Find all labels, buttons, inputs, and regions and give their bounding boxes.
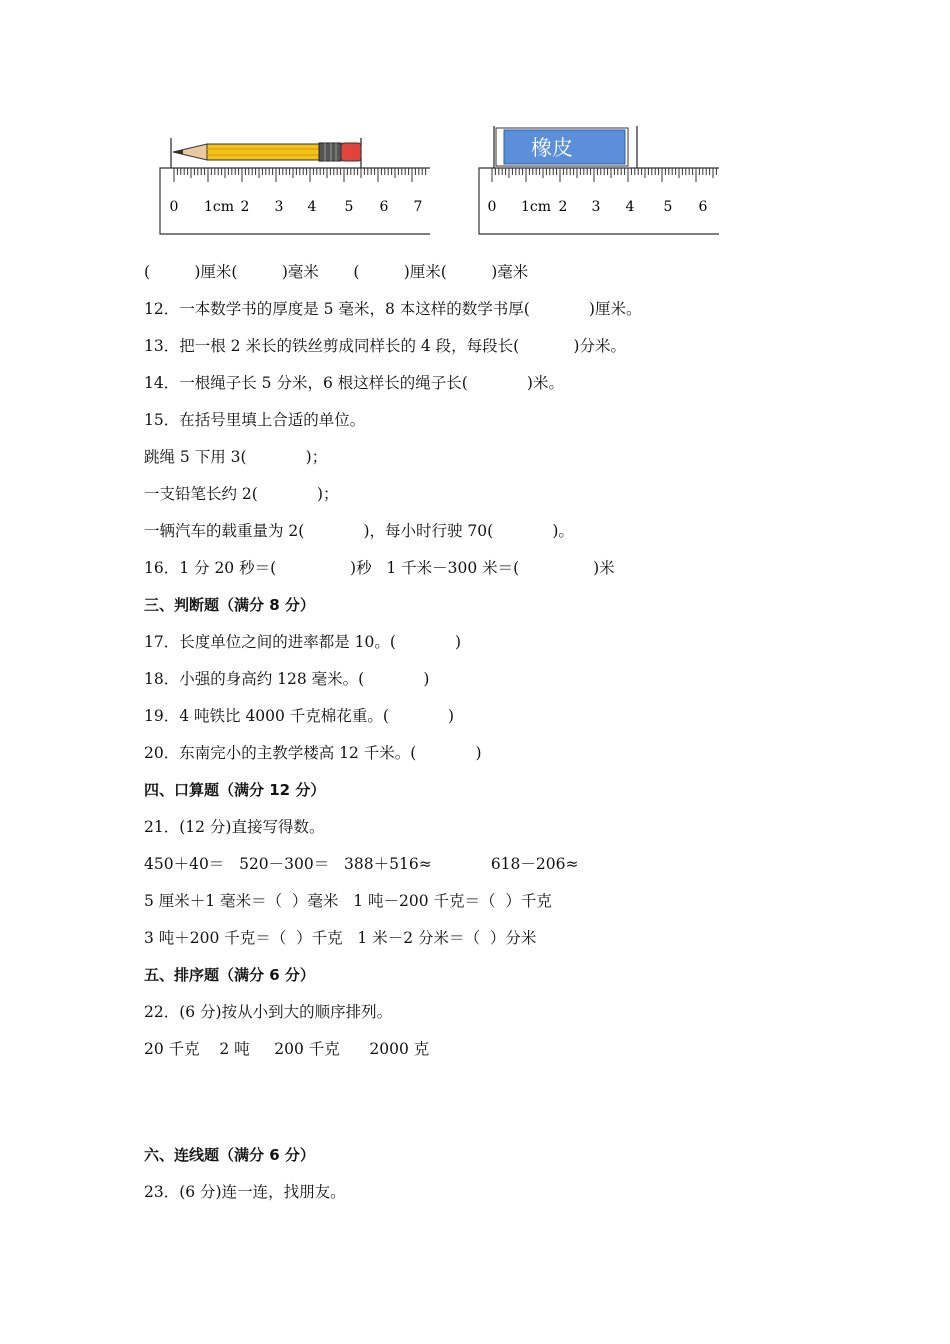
question-17: 17．长度单位之间的进率都是 10。( ) [144, 633, 462, 651]
ruler-label: 3 [274, 199, 284, 215]
ruler-label: 4 [307, 199, 317, 215]
ruler-label: 1cm [520, 199, 552, 215]
ruler-label: 6 [379, 199, 389, 215]
question-19: 19．4 吨铁比 4000 千克棉花重。( ) [144, 707, 455, 725]
question-23: 23．(6 分)连一连，找朋友。 [144, 1183, 346, 1201]
mental-math-row: 3 吨＋200 千克＝（ ）千克 1 米－2 分米＝（ ）分米 [144, 929, 537, 947]
question-15-item: 一支铅笔长约 2( )； [144, 485, 339, 503]
ruler [160, 168, 430, 234]
eraser-icon [496, 128, 628, 166]
ruler-label: 7 [413, 199, 423, 215]
question-12: 12．一本数学书的厚度是 5 毫米，8 本这样的数学书厚( )厘米。 [144, 300, 642, 318]
question-18: 18．小强的身高约 128 毫米。( ) [144, 670, 430, 688]
question-14: 14．一根绳子长 5 分米，6 根这样长的绳子长( )米。 [144, 374, 564, 392]
question-13: 13．把一根 2 米长的铁丝剪成同样长的 4 段，每段长( )分米。 [144, 337, 626, 355]
pencil-icon [173, 143, 361, 161]
ruler-label: 3 [591, 199, 601, 215]
question-21: 21．(12 分)直接写得数。 [144, 818, 325, 836]
ruler [479, 168, 719, 234]
pencil-ruler-figure [155, 130, 430, 238]
mental-math-row: 450＋40＝ 520－300＝ 388＋516≈ 618－206≈ [144, 855, 579, 873]
ruler-label: 1cm [203, 199, 235, 215]
section-heading: 三、判断题（满分 8 分） [144, 596, 315, 614]
ruler-label: 5 [663, 199, 673, 215]
section-heading: 六、连线题（满分 6 分） [144, 1146, 315, 1164]
question-20: 20．东南完小的主教学楼高 12 千米。( ) [144, 744, 482, 762]
mental-math-row: 5 厘米＋1 毫米＝（ ）毫米 1 吨－200 千克＝（ ）千克 [144, 892, 552, 910]
ruler-label: 5 [344, 199, 354, 215]
question-15-item: 一辆汽车的载重量为 2( )，每小时行驶 70( )。 [144, 522, 574, 540]
question-22: 22．(6 分)按从小到大的顺序排列。 [144, 1003, 393, 1021]
ruler-label: 2 [240, 199, 250, 215]
eraser-label: 橡皮 [531, 136, 573, 160]
section-heading: 五、排序题（满分 6 分） [144, 966, 315, 984]
eraser-ruler-figure [474, 122, 719, 238]
ruler-label: 2 [558, 199, 568, 215]
question-16: 16．1 分 20 秒＝( )秒 1 千米－300 米＝( )米 [144, 559, 615, 577]
section-heading: 四、口算题（满分 12 分） [144, 781, 326, 799]
ruler-label: 0 [169, 199, 179, 215]
ruler-label: 4 [625, 199, 635, 215]
question-15-item: 跳绳 5 下用 3( )； [144, 448, 328, 466]
ruler-label: 6 [698, 199, 708, 215]
sorting-items: 20 千克 2 吨 200 千克 2000 克 [144, 1040, 430, 1058]
question-15: 15．在括号里填上合适的单位。 [144, 411, 366, 429]
ruler-label: 0 [487, 199, 497, 215]
ruler-answer-blanks: ( )厘米( )毫米 ( )厘米( )毫米 [144, 263, 529, 281]
